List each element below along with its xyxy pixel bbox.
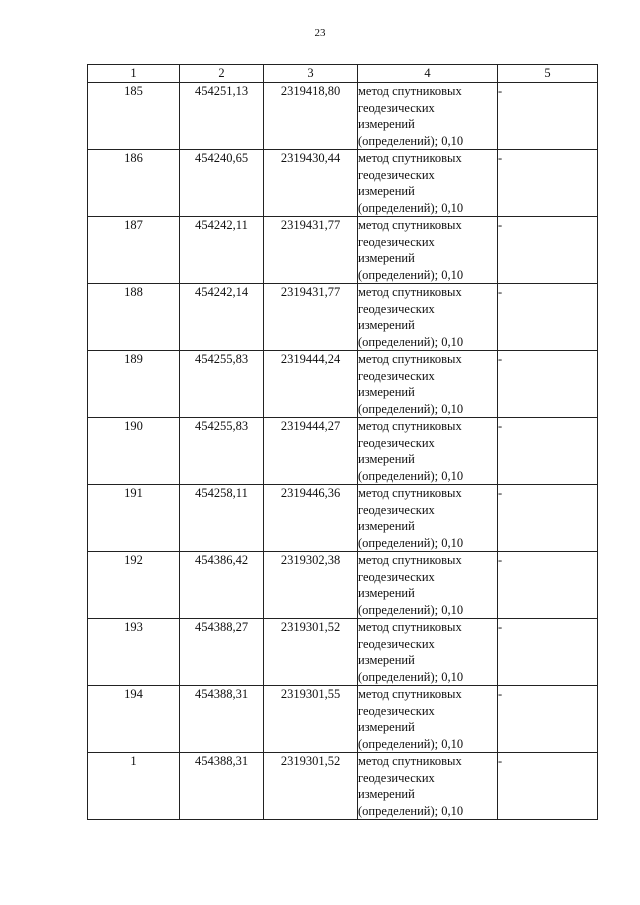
x-coordinate-cell: 454386,42 xyxy=(180,552,264,619)
y-coordinate-cell: 2319418,80 xyxy=(264,83,358,150)
method-cell xyxy=(358,485,498,552)
table-row xyxy=(88,418,598,485)
table-row xyxy=(88,284,598,351)
note-cell: - xyxy=(498,351,598,418)
point-number-cell: 1 xyxy=(88,753,180,820)
point-number-cell: 187 xyxy=(88,217,180,284)
y-coordinate-cell: 2319301,52 xyxy=(264,753,358,820)
column-header: 2 xyxy=(180,65,264,83)
x-coordinate-cell: 454255,83 xyxy=(180,351,264,418)
method-line: метод спутниковых xyxy=(358,218,462,232)
method-cell xyxy=(358,418,498,485)
method-line: измерений xyxy=(358,184,415,198)
method-line: (определений); 0,10 xyxy=(358,267,464,282)
note-cell: - xyxy=(498,686,598,753)
y-coordinate-cell: 2319446,36 xyxy=(264,485,358,552)
method-line: геодезических xyxy=(358,368,435,383)
x-coordinate-cell: 454242,11 xyxy=(180,217,264,284)
table-row xyxy=(88,83,598,150)
point-number-cell: 194 xyxy=(88,686,180,753)
x-coordinate-cell: 454258,11 xyxy=(180,485,264,552)
table-row xyxy=(88,217,598,284)
method-line: (определений); 0,10 xyxy=(358,200,464,215)
y-coordinate-cell: 2319430,44 xyxy=(264,150,358,217)
method-line: геодезических xyxy=(358,301,435,316)
point-number-cell: 188 xyxy=(88,284,180,351)
x-coordinate-cell: 454388,27 xyxy=(180,619,264,686)
note-cell: - xyxy=(498,150,598,217)
y-coordinate-cell: 2319444,27 xyxy=(264,418,358,485)
method-cell xyxy=(358,150,498,217)
note-cell: - xyxy=(498,217,598,284)
header-row xyxy=(88,65,598,83)
point-number-cell: 186 xyxy=(88,150,180,217)
x-coordinate-cell: 454242,14 xyxy=(180,284,264,351)
method-line: измерений xyxy=(358,452,415,466)
method-line: измерений xyxy=(358,251,415,265)
method-cell xyxy=(358,83,498,150)
table-row xyxy=(88,552,598,619)
method-line: геодезических xyxy=(358,100,435,115)
method-line: измерений xyxy=(358,318,415,332)
y-coordinate-cell: 2319444,24 xyxy=(264,351,358,418)
table-row xyxy=(88,485,598,552)
point-number-cell: 190 xyxy=(88,418,180,485)
column-header: 3 xyxy=(264,65,358,83)
method-line: измерений xyxy=(358,117,415,131)
table-row xyxy=(88,150,598,217)
method-line: метод спутниковых xyxy=(358,285,462,299)
method-line: (определений); 0,10 xyxy=(358,401,464,416)
x-coordinate-cell: 454251,13 xyxy=(180,83,264,150)
table-row xyxy=(88,619,598,686)
method-line: (определений); 0,10 xyxy=(358,535,464,550)
method-line: геодезических xyxy=(358,569,435,584)
method-line: (определений); 0,10 xyxy=(358,736,464,751)
y-coordinate-cell: 2319302,38 xyxy=(264,552,358,619)
method-line: метод спутниковых xyxy=(358,84,462,98)
note-cell: - xyxy=(498,753,598,820)
note-cell: - xyxy=(498,83,598,150)
y-coordinate-cell: 2319301,55 xyxy=(264,686,358,753)
note-cell: - xyxy=(498,619,598,686)
method-line: геодезических xyxy=(358,167,435,182)
method-line: (определений); 0,10 xyxy=(358,133,464,148)
method-line: метод спутниковых xyxy=(358,687,462,701)
method-line: геодезических xyxy=(358,435,435,450)
method-line: (определений); 0,10 xyxy=(358,334,464,349)
method-cell xyxy=(358,552,498,619)
point-number-cell: 185 xyxy=(88,83,180,150)
column-header: 1 xyxy=(88,65,180,83)
method-line: (определений); 0,10 xyxy=(358,803,464,818)
method-line: измерений xyxy=(358,586,415,600)
method-line: (определений); 0,10 xyxy=(358,602,464,617)
column-header: 5 xyxy=(498,65,598,83)
point-number-cell: 189 xyxy=(88,351,180,418)
method-line: геодезических xyxy=(358,636,435,651)
note-cell: - xyxy=(498,485,598,552)
method-cell xyxy=(358,753,498,820)
note-cell: - xyxy=(498,552,598,619)
column-header: 4 xyxy=(358,65,498,83)
x-coordinate-cell: 454388,31 xyxy=(180,686,264,753)
method-line: метод спутниковых xyxy=(358,151,462,165)
y-coordinate-cell: 2319301,52 xyxy=(264,619,358,686)
point-number-cell: 192 xyxy=(88,552,180,619)
method-line: метод спутниковых xyxy=(358,352,462,366)
method-line: измерений xyxy=(358,519,415,533)
note-cell: - xyxy=(498,284,598,351)
method-cell xyxy=(358,686,498,753)
table-row xyxy=(88,753,598,820)
note-cell: - xyxy=(498,418,598,485)
x-coordinate-cell: 454255,83 xyxy=(180,418,264,485)
method-line: измерений xyxy=(358,787,415,801)
method-line: метод спутниковых xyxy=(358,419,462,433)
method-line: геодезических xyxy=(358,703,435,718)
x-coordinate-cell: 454240,65 xyxy=(180,150,264,217)
x-coordinate-cell: 454388,31 xyxy=(180,753,264,820)
table-row xyxy=(88,351,598,418)
method-line: метод спутниковых xyxy=(358,754,462,768)
y-coordinate-cell: 2319431,77 xyxy=(264,284,358,351)
point-number-cell: 191 xyxy=(88,485,180,552)
method-line: метод спутниковых xyxy=(358,620,462,634)
method-line: геодезических xyxy=(358,234,435,249)
method-line: геодезических xyxy=(358,770,435,785)
coordinates-table xyxy=(87,64,598,820)
method-line: метод спутниковых xyxy=(358,486,462,500)
method-cell xyxy=(358,217,498,284)
table-row xyxy=(88,686,598,753)
method-cell xyxy=(358,284,498,351)
method-line: (определений); 0,10 xyxy=(358,468,464,483)
point-number-cell: 193 xyxy=(88,619,180,686)
method-line: измерений xyxy=(358,385,415,399)
y-coordinate-cell: 2319431,77 xyxy=(264,217,358,284)
method-line: геодезических xyxy=(358,502,435,517)
method-line: метод спутниковых xyxy=(358,553,462,567)
method-line: измерений xyxy=(358,653,415,667)
table-body xyxy=(88,83,598,820)
page-number: 23 xyxy=(314,27,326,39)
method-line: измерений xyxy=(358,720,415,734)
method-cell xyxy=(358,351,498,418)
method-cell xyxy=(358,619,498,686)
method-line: (определений); 0,10 xyxy=(358,669,464,684)
